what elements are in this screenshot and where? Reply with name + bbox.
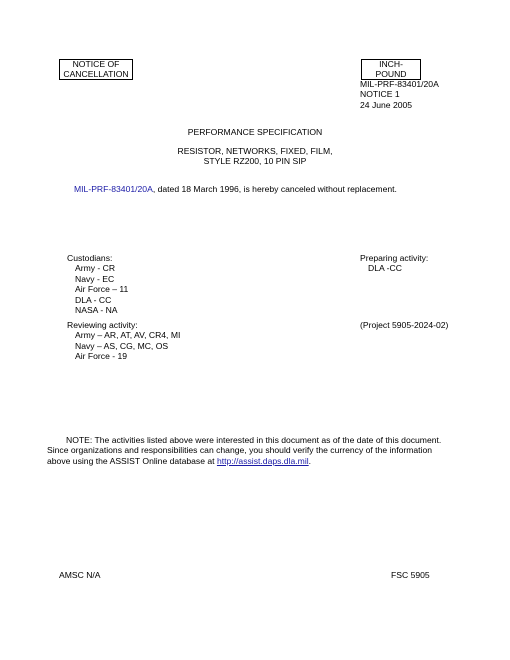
reviewing-item: Navy – AS, CG, MC, OS	[75, 340, 169, 351]
assist-database-link[interactable]: http://assist.daps.dla.mil	[216, 455, 309, 466]
notice-box-line2: CANCELLATION	[63, 68, 129, 79]
note-line2: Since organizations and responsibilities can change, you should verify the currency of the information	[47, 445, 433, 456]
notice-box-line1: NOTICE OF	[72, 59, 120, 69]
cancelled-document-link[interactable]: MIL-PRF-83401/20A	[74, 184, 153, 194]
notice-date: 24 June 2005	[360, 99, 413, 110]
note-paragraph	[47, 435, 447, 466]
doc-number: MIL-PRF-83401/20A	[360, 79, 439, 89]
custodian-item: DLA - CC	[75, 294, 112, 305]
custodians-block	[67, 253, 128, 315]
note-line1: NOTE: The activities listed above were interested in this document as of the date of this document.	[66, 435, 442, 445]
reviewing-activity-block	[67, 320, 180, 362]
note-line3	[47, 456, 447, 466]
cancellation-text: , dated 18 March 1996, is hereby canceled without replacement.	[152, 184, 397, 194]
custodian-item: Army - CR	[75, 263, 116, 274]
spec-title-line1: RESISTOR, NETWORKS, FIXED, FILM,	[177, 146, 333, 156]
note-line3-suffix: .	[308, 455, 312, 466]
preparing-activity-label: Preparing activity:	[360, 253, 429, 263]
inch-pound-label: INCH-POUND	[375, 59, 407, 79]
preparing-activity-block	[360, 253, 428, 274]
document-identifier	[360, 79, 439, 110]
inch-pound-box	[361, 59, 421, 80]
custodian-item: NASA - NA	[75, 305, 118, 316]
project-number: (Project 5905-2024-02)	[360, 320, 449, 330]
reviewing-item: Air Force - 19	[75, 351, 128, 362]
spec-title-line2: STYLE RZ200, 10 PIN SIP	[203, 156, 307, 167]
spec-type-heading: PERFORMANCE SPECIFICATION	[187, 127, 323, 137]
preparing-activity-value: DLA -CC	[368, 263, 402, 274]
reviewing-item: Army – AR, AT, AV, CR4, MI	[75, 330, 181, 341]
fsc-code: FSC 5905	[391, 570, 430, 580]
reviewing-activity-label: Reviewing activity:	[67, 320, 138, 330]
note-line3-prefix: above using the ASSIST Online database at	[47, 455, 217, 466]
custodians-label: Custodians:	[67, 253, 113, 263]
custodian-item: Air Force – 11	[75, 284, 129, 295]
amsc-code: AMSC N/A	[59, 570, 101, 580]
notice-of-cancellation-box	[59, 59, 133, 80]
cancellation-statement	[74, 184, 454, 194]
spec-title	[0, 146, 510, 167]
notice-number: NOTICE 1	[360, 89, 400, 100]
custodian-item: Navy - EC	[75, 273, 115, 284]
